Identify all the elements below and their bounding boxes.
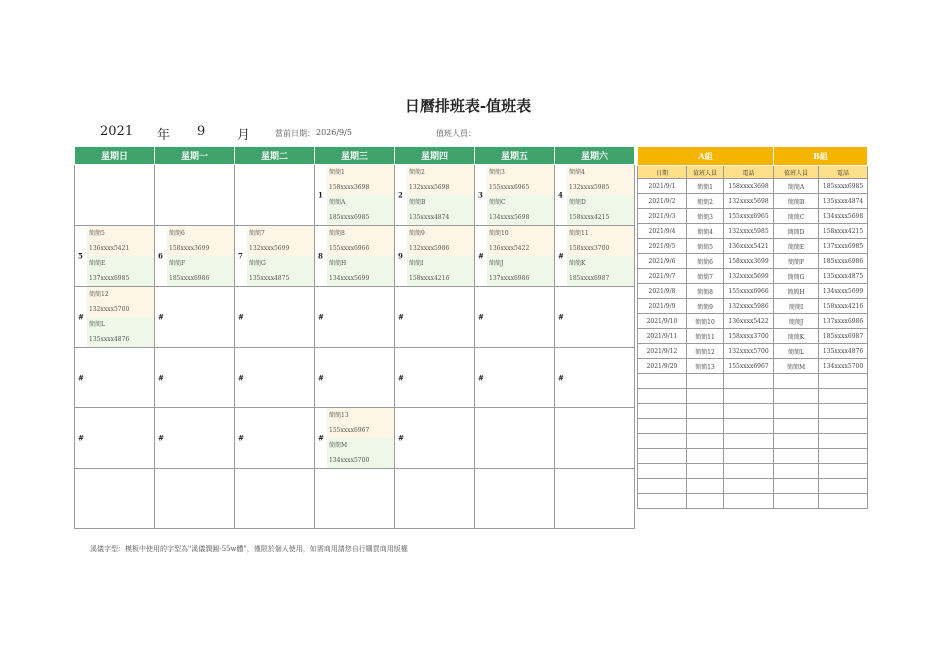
calendar-day-cell[interactable] [315, 408, 395, 469]
roster-cell: 簡簡13 [687, 359, 724, 374]
roster-column-header: 電話 [819, 166, 868, 179]
roster-cell [638, 434, 687, 449]
day-number: 1 [318, 190, 323, 200]
roster-cell [687, 449, 724, 464]
calendar-day-cell[interactable] [75, 287, 155, 348]
roster-cell [638, 389, 687, 404]
calendar-day-cell[interactable] [75, 469, 155, 529]
duty-phone-b: 134xxxx5700 [327, 453, 394, 468]
day-number: # [558, 312, 564, 322]
calendar-day-cell[interactable] [315, 469, 395, 529]
calendar-week-row [75, 408, 635, 469]
calendar-day-cell[interactable] [475, 408, 555, 469]
year-value: 2021 [100, 124, 134, 139]
roster-cell: 簡簡10 [687, 314, 724, 329]
roster-cell: 2021/9/12 [638, 344, 687, 359]
weekday-header-row [75, 147, 635, 165]
roster-cell: 簡簡A [774, 179, 819, 194]
roster-cell: 2021/9/11 [638, 329, 687, 344]
duty-person-a: 簡簡6 [167, 226, 234, 241]
calendar-day-cell[interactable] [315, 287, 395, 348]
roster-cell: 簡簡D [774, 224, 819, 239]
roster-cell: 132xxxx5985 [724, 224, 774, 239]
roster-cell [774, 494, 819, 509]
roster-cell [724, 389, 774, 404]
calendar-day-cell[interactable] [235, 165, 315, 226]
calendar-day-cell[interactable] [75, 165, 155, 226]
duty-person-a: 簡簡13 [327, 408, 394, 423]
roster-cell: 簡簡3 [687, 209, 724, 224]
roster-cell: 簡簡J [774, 314, 819, 329]
calendar-day-cell[interactable] [75, 226, 155, 287]
roster-cell: 134xxxx5698 [819, 209, 868, 224]
calendar-table [74, 146, 635, 529]
roster-cell: 158xxxx3698 [724, 179, 774, 194]
roster-cell: 132xxxx5698 [724, 194, 774, 209]
calendar-week-row [75, 348, 635, 408]
duty-phone-b: 134xxxx5699 [327, 271, 394, 286]
roster-cell: 137xxxx6985 [819, 239, 868, 254]
roster-cell: 185xxxx6986 [819, 254, 868, 269]
duty-person-b: 簡簡B [407, 195, 474, 210]
roster-cell [819, 389, 868, 404]
weekday-header: 星期日 [75, 147, 155, 165]
roster-row [638, 254, 868, 269]
duty-phone-b: 137xxxx6986 [487, 271, 554, 286]
roster-cell: 134xxxx5700 [819, 359, 868, 374]
calendar-day-cell[interactable] [395, 469, 475, 529]
calendar-day-cell[interactable] [475, 287, 555, 348]
calendar-day-cell[interactable] [475, 165, 555, 226]
roster-row [638, 314, 868, 329]
calendar-day-cell[interactable] [235, 348, 315, 408]
calendar-day-cell[interactable] [235, 226, 315, 287]
day-number: # [398, 312, 404, 322]
roster-empty-row [638, 434, 868, 449]
day-number: 4 [558, 190, 563, 200]
duty-person-a: 簡簡10 [487, 226, 554, 241]
roster-cell: 簡簡F [774, 254, 819, 269]
roster-cell [687, 374, 724, 389]
calendar-day-cell[interactable] [395, 165, 475, 226]
roster-cell: 137xxxx6986 [819, 314, 868, 329]
roster-cell [638, 449, 687, 464]
weekday-header: 星期四 [395, 147, 475, 165]
roster-cell: 簡簡H [774, 284, 819, 299]
day-number: # [238, 373, 244, 382]
roster-cell: 135xxxx4876 [819, 344, 868, 359]
duty-phone-b: 158xxxx4215 [567, 210, 634, 225]
calendar-week-row [75, 287, 635, 348]
calendar-day-cell[interactable] [475, 348, 555, 408]
day-number: # [398, 433, 404, 443]
day-number: # [238, 433, 244, 443]
calendar-day-cell[interactable] [315, 226, 395, 287]
day-number: 2 [398, 190, 403, 200]
day-number: 7 [238, 251, 243, 261]
roster-cell [638, 404, 687, 419]
day-number: # [238, 312, 244, 322]
roster-cell [774, 464, 819, 479]
roster-cell [687, 404, 724, 419]
day-number: # [78, 312, 84, 322]
roster-cell: 簡簡9 [687, 299, 724, 314]
weekday-header: 星期六 [555, 147, 635, 165]
roster-cell [819, 374, 868, 389]
roster-cell: 簡簡1 [687, 179, 724, 194]
roster-row [638, 284, 868, 299]
day-number: # [558, 373, 564, 382]
group-b-header: B組 [774, 147, 868, 166]
roster-cell: 135xxxx4874 [819, 194, 868, 209]
roster-column-header: 值班人員 [774, 166, 819, 179]
duty-phone-b: 185xxxx6986 [167, 271, 234, 286]
duty-person-b: 簡簡I [407, 256, 474, 271]
day-number: # [158, 433, 164, 443]
roster-cell: 134xxxx5699 [819, 284, 868, 299]
roster-cell: 2021/9/9 [638, 299, 687, 314]
day-number: # [478, 312, 484, 322]
day-number: 3 [478, 190, 483, 200]
roster-cell [774, 389, 819, 404]
duty-phone-b: 185xxxx6987 [567, 271, 634, 286]
roster-cell: 簡簡G [774, 269, 819, 284]
calendar-day-cell[interactable] [155, 165, 235, 226]
roster-cell: 簡簡M [774, 359, 819, 374]
day-number: # [398, 373, 404, 382]
calendar-day-cell[interactable] [555, 226, 635, 287]
roster-cell [819, 479, 868, 494]
duty-phone-b: 134xxxx5698 [487, 210, 554, 225]
calendar-day-cell[interactable] [395, 287, 475, 348]
roster-cell: 簡簡L [774, 344, 819, 359]
duty-phone-a: 158xxxx3699 [167, 241, 234, 256]
duty-person-a: 簡簡12 [87, 287, 154, 302]
duty-person-b: 簡簡M [327, 438, 394, 453]
day-number: # [478, 373, 484, 382]
roster-cell: 158xxxx4216 [819, 299, 868, 314]
roster-cell [819, 419, 868, 434]
duty-phone-a: 132xxxx5699 [247, 241, 314, 256]
roster-cell [638, 374, 687, 389]
roster-cell [687, 494, 724, 509]
duty-phone-b: 135xxxx4876 [87, 332, 154, 347]
roster-cell [774, 449, 819, 464]
day-number: # [158, 373, 164, 382]
calendar-day-cell[interactable] [555, 408, 635, 469]
roster-cell: 132xxxx5986 [724, 299, 774, 314]
calendar-day-cell[interactable] [315, 348, 395, 408]
roster-cell [724, 449, 774, 464]
duty-phone-b: 135xxxx4874 [407, 210, 474, 225]
roster-cell: 簡簡K [774, 329, 819, 344]
roster-cell [819, 464, 868, 479]
duty-person-b: 簡簡C [487, 195, 554, 210]
day-number: 8 [318, 251, 323, 261]
calendar-day-cell[interactable] [555, 165, 635, 226]
calendar-day-cell[interactable] [475, 469, 555, 529]
roster-cell: 2021/9/29 [638, 359, 687, 374]
roster-table [637, 146, 868, 509]
duty-phone-b: 135xxxx4875 [247, 271, 314, 286]
calendar-day-cell[interactable] [155, 226, 235, 287]
calendar-day-cell[interactable] [75, 348, 155, 408]
duty-person-b: 簡簡L [87, 317, 154, 332]
roster-cell [774, 419, 819, 434]
current-date-value: 2026/9/5 [316, 128, 352, 137]
duty-phone-a: 155xxxx6967 [327, 423, 394, 438]
roster-row [638, 179, 868, 194]
calendar-day-cell[interactable] [155, 287, 235, 348]
day-number: # [318, 433, 324, 443]
day-number: 5 [78, 251, 83, 261]
roster-column-header: 電話 [724, 166, 774, 179]
roster-cell: 155xxxx6967 [724, 359, 774, 374]
roster-group-row [638, 147, 868, 166]
roster-cell [774, 434, 819, 449]
roster-row [638, 359, 868, 374]
duty-person-b: 簡簡D [567, 195, 634, 210]
calendar-day-cell[interactable] [155, 348, 235, 408]
roster-cell [819, 434, 868, 449]
duty-phone-b: 158xxxx4216 [407, 271, 474, 286]
duty-phone-a: 155xxxx6965 [487, 180, 554, 195]
calendar-day-cell[interactable] [555, 287, 635, 348]
roster-cell: 簡簡8 [687, 284, 724, 299]
roster-cell: 158xxxx4215 [819, 224, 868, 239]
on-duty-label: 值班人員： [436, 129, 476, 138]
roster-cell [638, 479, 687, 494]
roster-row [638, 224, 868, 239]
roster-cell: 2021/9/2 [638, 194, 687, 209]
calendar-day-cell[interactable] [395, 226, 475, 287]
roster-cell [724, 404, 774, 419]
group-a-header: A組 [638, 147, 774, 166]
calendar-day-cell[interactable] [75, 408, 155, 469]
duty-phone-b: 137xxxx6985 [87, 271, 154, 286]
roster-cell: 136xxxx5422 [724, 314, 774, 329]
roster-row [638, 299, 868, 314]
roster-cell [687, 464, 724, 479]
roster-empty-row [638, 494, 868, 509]
roster-cell [724, 464, 774, 479]
month-value: 9 [197, 124, 206, 139]
roster-cell [724, 374, 774, 389]
duty-person-a: 簡簡11 [567, 226, 634, 241]
roster-cell: 簡簡12 [687, 344, 724, 359]
calendar-day-cell[interactable] [475, 226, 555, 287]
roster-cell: 2021/9/6 [638, 254, 687, 269]
roster-cell: 2021/9/4 [638, 224, 687, 239]
roster-cell [774, 374, 819, 389]
roster-cell: 簡簡I [774, 299, 819, 314]
duty-person-b: 簡簡J [487, 256, 554, 271]
day-number: 6 [158, 251, 163, 261]
duty-person-a: 簡簡9 [407, 226, 474, 241]
roster-cell: 2021/9/1 [638, 179, 687, 194]
roster-cell: 185xxxx6987 [819, 329, 868, 344]
roster-cell: 158xxxx3699 [724, 254, 774, 269]
font-notice: 溪儀字型：模板中使用的字型為"溪儀潤圓-55w體"，僅限於個人使用，如需商用請您自行購買商用版權 [90, 545, 408, 553]
calendar-day-cell[interactable] [155, 408, 235, 469]
roster-empty-row [638, 479, 868, 494]
roster-column-header: 值班人員 [687, 166, 724, 179]
day-number: 9 [398, 251, 403, 261]
day-number: # [318, 312, 324, 322]
duty-person-b: 簡簡G [247, 256, 314, 271]
duty-person-b: 簡簡A [327, 195, 394, 210]
roster-cell: 136xxxx5421 [724, 239, 774, 254]
duty-person-a: 簡簡3 [487, 165, 554, 180]
roster-cell: 132xxxx5700 [724, 344, 774, 359]
duty-phone-a: 132xxxx5698 [407, 180, 474, 195]
duty-person-b: 簡簡K [567, 256, 634, 271]
roster-empty-row [638, 419, 868, 434]
weekday-header: 星期一 [155, 147, 235, 165]
calendar-day-cell[interactable] [555, 348, 635, 408]
roster-cell [638, 494, 687, 509]
weekday-header: 星期三 [315, 147, 395, 165]
roster-cell: 簡簡C [774, 209, 819, 224]
roster-cell [724, 479, 774, 494]
day-number: # [78, 373, 84, 382]
duty-person-a: 簡簡1 [327, 165, 394, 180]
current-date-label: 當前日期： [275, 129, 315, 138]
roster-cell: 簡簡11 [687, 329, 724, 344]
roster-cell [687, 389, 724, 404]
duty-person-b: 簡簡E [87, 256, 154, 271]
roster-cell: 158xxxx3700 [724, 329, 774, 344]
calendar-week-row [75, 165, 635, 226]
duty-phone-a: 132xxxx5700 [87, 302, 154, 317]
roster-cell [774, 404, 819, 419]
calendar-day-cell[interactable] [155, 469, 235, 529]
calendar-week-row [75, 226, 635, 287]
roster-row [638, 329, 868, 344]
day-number: # [558, 251, 564, 261]
calendar-day-cell[interactable] [315, 165, 395, 226]
roster-cell: 2021/9/10 [638, 314, 687, 329]
duty-phone-a: 158xxxx3698 [327, 180, 394, 195]
roster-cell: 155xxxx6966 [724, 284, 774, 299]
roster-empty-row [638, 404, 868, 419]
duty-phone-a: 158xxxx3700 [567, 241, 634, 256]
day-number: # [318, 373, 324, 382]
roster-cell: 132xxxx5699 [724, 269, 774, 284]
roster-cell [638, 464, 687, 479]
roster-column-row [638, 166, 868, 179]
duty-phone-a: 132xxxx5985 [567, 180, 634, 195]
roster-cell: 簡簡6 [687, 254, 724, 269]
page-title: 日曆排班表-值班表 [404, 97, 532, 115]
roster-cell [819, 404, 868, 419]
roster-empty-row [638, 389, 868, 404]
roster-cell: 簡簡2 [687, 194, 724, 209]
roster-row [638, 344, 868, 359]
roster-cell [724, 494, 774, 509]
duty-person-b: 簡簡F [167, 256, 234, 271]
roster-empty-row [638, 464, 868, 479]
calendar-week-row [75, 469, 635, 529]
duty-person-a: 簡簡7 [247, 226, 314, 241]
roster-cell [687, 419, 724, 434]
duty-person-a: 簡簡2 [407, 165, 474, 180]
duty-person-a: 簡簡5 [87, 226, 154, 241]
roster-row [638, 194, 868, 209]
calendar-day-cell[interactable] [235, 408, 315, 469]
roster-cell [819, 494, 868, 509]
duty-phone-a: 136xxxx5422 [487, 241, 554, 256]
calendar-body [75, 165, 635, 529]
roster-cell: 簡簡E [774, 239, 819, 254]
roster-cell: 2021/9/5 [638, 239, 687, 254]
roster-cell [819, 449, 868, 464]
roster-row [638, 239, 868, 254]
duty-person-a: 簡簡4 [567, 165, 634, 180]
duty-phone-a: 136xxxx5421 [87, 241, 154, 256]
calendar-day-cell[interactable] [235, 287, 315, 348]
roster-cell: 2021/9/7 [638, 269, 687, 284]
calendar-day-cell[interactable] [555, 469, 635, 529]
roster-cell: 2021/9/8 [638, 284, 687, 299]
roster-row [638, 209, 868, 224]
roster-cell [774, 479, 819, 494]
roster-cell: 簡簡7 [687, 269, 724, 284]
roster-cell [724, 419, 774, 434]
year-label: 年 [157, 128, 171, 143]
month-label: 月 [237, 128, 251, 143]
roster-cell [638, 419, 687, 434]
roster-cell: 135xxxx4875 [819, 269, 868, 284]
weekday-header: 星期五 [475, 147, 555, 165]
roster-cell: 簡簡4 [687, 224, 724, 239]
duty-phone-a: 132xxxx5986 [407, 241, 474, 256]
roster-column-header: 日期 [638, 166, 687, 179]
day-number: # [78, 433, 84, 443]
roster-empty-row [638, 449, 868, 464]
duty-phone-a: 155xxxx6966 [327, 241, 394, 256]
roster-cell: 簡簡5 [687, 239, 724, 254]
roster-cell: 簡簡B [774, 194, 819, 209]
day-number: # [478, 251, 484, 261]
roster-cell [724, 434, 774, 449]
roster-empty-row [638, 374, 868, 389]
duty-phone-b: 185xxxx6985 [327, 210, 394, 225]
roster-cell: 2021/9/3 [638, 209, 687, 224]
roster-cell [687, 434, 724, 449]
day-number: # [158, 312, 164, 322]
roster-row [638, 269, 868, 284]
roster-cell [687, 479, 724, 494]
roster-cell: 155xxxx6965 [724, 209, 774, 224]
roster-cell: 185xxxx6985 [819, 179, 868, 194]
duty-person-b: 簡簡H [327, 256, 394, 271]
calendar-day-cell[interactable] [395, 408, 475, 469]
duty-person-a: 簡簡8 [327, 226, 394, 241]
calendar-day-cell[interactable] [235, 469, 315, 529]
calendar-day-cell[interactable] [395, 348, 475, 408]
weekday-header: 星期二 [235, 147, 315, 165]
